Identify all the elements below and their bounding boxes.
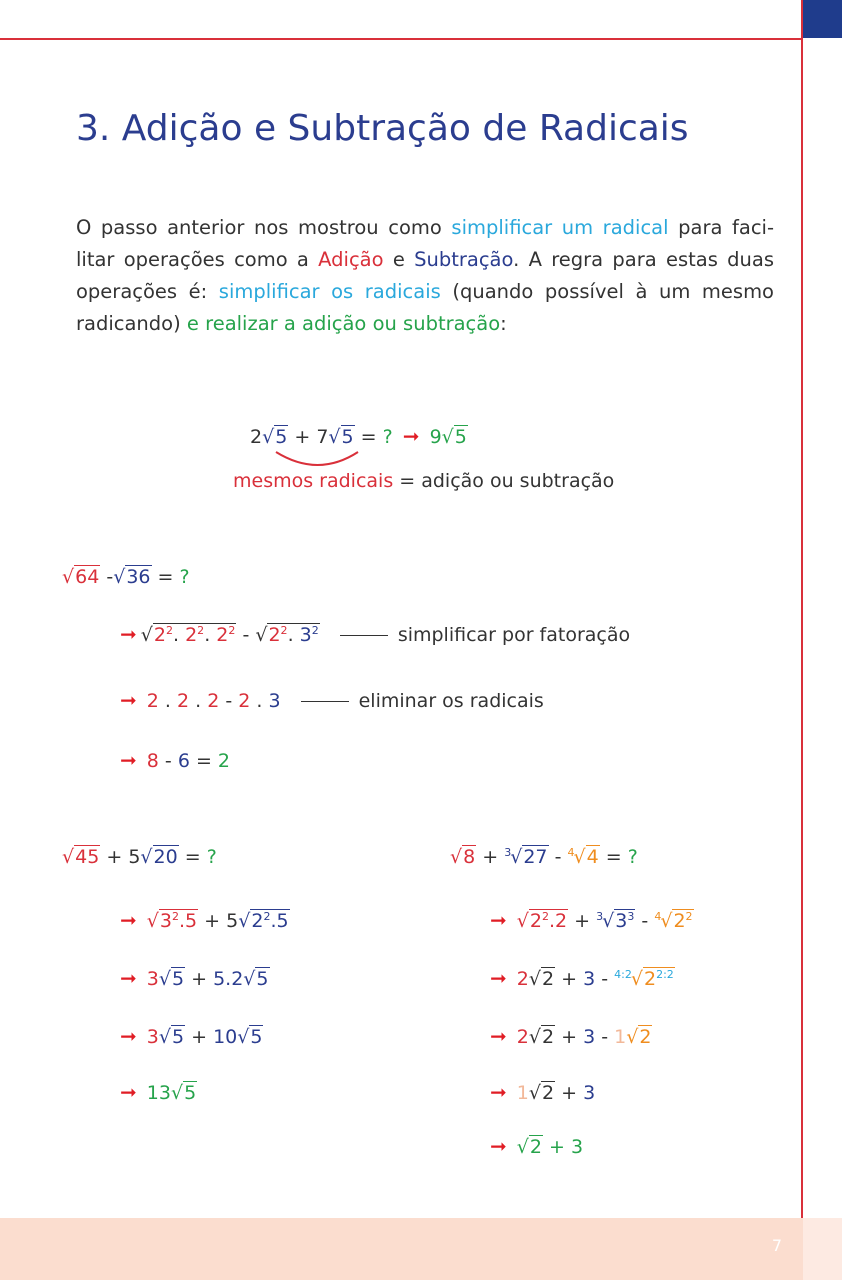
intro-highlight: e realizar a adição ou subtração: [186, 312, 501, 335]
radicand: 5: [171, 1026, 185, 1048]
radical-sign-icon: √: [602, 910, 615, 932]
radicand: 45: [75, 846, 100, 868]
operator: -: [601, 1026, 609, 1048]
example1-equation: [250, 424, 468, 448]
radical-sign-icon: √: [262, 426, 275, 448]
radical-sign-icon: √: [255, 624, 268, 646]
example3-result: [120, 1080, 197, 1104]
coefficient: 1: [614, 1026, 627, 1048]
radicand: 5: [256, 968, 269, 990]
link-arc-icon: [270, 448, 370, 470]
radicand: $3^2.5$: [159, 909, 198, 932]
arrow-right-icon: ➞: [120, 1024, 137, 1048]
operator: -: [106, 566, 114, 588]
arrow-right-icon: ➞: [120, 748, 137, 772]
radicand: 4: [586, 846, 599, 868]
term: 3: [583, 1026, 596, 1048]
operator: +: [294, 426, 311, 448]
radicand: $3^3$: [615, 909, 635, 932]
example1-note: [233, 470, 614, 492]
connector-line: [301, 701, 349, 702]
radicand: 5: [454, 426, 467, 448]
example2-problem: [62, 566, 190, 588]
term: 3: [570, 1136, 584, 1158]
radical-sign-icon: √: [573, 846, 586, 868]
coefficient: 3: [146, 1026, 159, 1048]
coefficient: 5.2: [213, 968, 244, 990]
example2-step1: [120, 622, 630, 646]
radical-sign-icon: √: [62, 566, 75, 588]
operator: -: [225, 690, 233, 712]
operator: =: [360, 426, 377, 448]
page-title: 3. Adição e Subtração de Radicais: [76, 108, 689, 149]
example3-step2: [120, 966, 270, 990]
intro-highlight: Adição: [318, 248, 384, 271]
coefficient: 3: [146, 968, 159, 990]
arrow-right-icon: ➞: [120, 966, 137, 990]
arrow-right-icon: ➞: [490, 966, 507, 990]
radical-sign-icon: √: [441, 426, 454, 448]
margin-rule: [801, 0, 803, 1218]
radicand: $2^{2:2}$: [643, 967, 674, 990]
term: 3: [583, 968, 596, 990]
operator: +: [191, 968, 208, 990]
radicand: 64: [75, 566, 100, 588]
root-index: 3: [504, 846, 512, 860]
operator: +: [561, 968, 578, 990]
question-mark: ?: [179, 566, 190, 588]
coefficient: 5: [128, 846, 141, 868]
operator: +: [204, 910, 221, 932]
arrow-right-icon: ➞: [490, 908, 507, 932]
radical-sign-icon: √: [510, 846, 523, 868]
radical-sign-icon: √: [626, 1026, 639, 1048]
operator: -: [164, 750, 172, 772]
arrow-right-icon: ➞: [402, 424, 420, 448]
radicand: $2^2$. $3^2$: [268, 623, 319, 646]
arrow-right-icon: ➞: [490, 1024, 507, 1048]
root-index: 4:2: [614, 968, 632, 982]
coefficient: 5: [226, 910, 239, 932]
header-rule: [0, 38, 803, 40]
radical-sign-icon: √: [170, 1082, 184, 1104]
radical-sign-icon: √: [243, 968, 256, 990]
corner-block: [803, 0, 842, 38]
operator: +: [191, 1026, 208, 1048]
radical-sign-icon: √: [140, 846, 153, 868]
intro-text: :: [500, 312, 507, 335]
operator: =: [157, 566, 174, 588]
operator: =: [195, 750, 212, 772]
note-text: = adição ou subtração: [393, 470, 615, 492]
operator: =: [184, 846, 201, 868]
coefficient: 10: [213, 1026, 238, 1048]
example4-result: [490, 1134, 583, 1158]
operator: +: [482, 846, 499, 868]
arrow-right-icon: ➞: [120, 688, 137, 712]
operator: +: [561, 1026, 578, 1048]
radical-sign-icon: √: [140, 624, 153, 646]
page-number: 7: [771, 1236, 783, 1255]
root-index: 3: [596, 910, 604, 924]
arrow-right-icon: ➞: [120, 622, 137, 646]
radical-sign-icon: √: [238, 910, 251, 932]
radicand: 36: [126, 566, 151, 588]
coefficient: 13: [146, 1082, 171, 1104]
radical-sign-icon: √: [62, 846, 75, 868]
operator: +: [106, 846, 123, 868]
operator: -: [554, 846, 562, 868]
example4-step1: [490, 908, 694, 932]
example3-step3: [120, 1024, 263, 1048]
arrow-right-icon: ➞: [490, 1134, 507, 1158]
operator: -: [242, 624, 250, 646]
radical-sign-icon: √: [158, 1026, 171, 1048]
radicand: 5: [275, 426, 288, 448]
coefficient: 2: [516, 968, 529, 990]
radical-sign-icon: √: [630, 968, 643, 990]
example4-step3: [490, 1024, 652, 1048]
operator: +: [549, 1136, 565, 1158]
radicand: 27: [523, 846, 548, 868]
radicand: 8: [463, 846, 476, 868]
example3-problem: [62, 846, 217, 868]
radicand: $2^2$: [673, 909, 693, 932]
radical-sign-icon: √: [528, 968, 541, 990]
operator: -: [601, 968, 609, 990]
radical-sign-icon: √: [516, 910, 529, 932]
intro-text: (quando possível à um mesmo radicando): [76, 280, 774, 335]
radicand: 5: [341, 426, 354, 448]
example2-step3: ➞ 8 - 6 = 2: [120, 748, 231, 772]
intro-highlight: Subtração: [414, 248, 514, 271]
arrow-right-icon: ➞: [490, 1080, 507, 1104]
intro-text: . A regra para estas duas operações é:: [76, 248, 774, 303]
operator: -: [641, 910, 649, 932]
radicand: 20: [153, 846, 178, 868]
radicand: $2^2$. $2^2$. $2^2$: [153, 623, 236, 646]
intro-highlight: simplificar um radical: [451, 216, 669, 239]
footer-band: [0, 1218, 842, 1280]
radical-sign-icon: √: [528, 1082, 541, 1104]
coefficient: 1: [516, 1082, 529, 1104]
radical-sign-icon: √: [237, 1026, 250, 1048]
example4-problem: [450, 846, 638, 868]
intro-text: para faci-litar operações como a: [76, 216, 774, 271]
question-mark: ?: [206, 846, 217, 868]
operator: +: [574, 910, 591, 932]
operator: =: [605, 846, 622, 868]
question-mark: ?: [627, 846, 638, 868]
intro-paragraph: [76, 212, 774, 340]
radicand: 2: [541, 1082, 555, 1104]
radicand: 2: [541, 1026, 555, 1048]
radicand: 5: [250, 1026, 263, 1048]
term: 3: [583, 1082, 596, 1104]
radicand: 2: [541, 968, 555, 990]
radicand: 2: [639, 1026, 652, 1048]
coefficient: 2: [250, 426, 263, 448]
arrow-right-icon: ➞: [120, 908, 137, 932]
radical-sign-icon: √: [328, 426, 341, 448]
radical-sign-icon: √: [113, 566, 126, 588]
radicand: 5: [171, 968, 185, 990]
connector-line: [340, 635, 388, 636]
footer-tab: [803, 1218, 842, 1280]
radicand: $2^2.5$: [251, 909, 289, 932]
radicand: 2: [529, 1136, 542, 1158]
root-index: 4: [654, 910, 662, 924]
radical-sign-icon: √: [450, 846, 463, 868]
question-mark: ?: [382, 426, 393, 448]
example4-step4: [490, 1080, 595, 1104]
coefficient: 9: [429, 426, 442, 448]
step-label: simplificar por fatoração: [397, 624, 631, 646]
radical-sign-icon: √: [516, 1136, 529, 1158]
root-index: 4: [567, 846, 575, 860]
radical-sign-icon: √: [146, 910, 159, 932]
intro-highlight: simplificar os radicais: [218, 280, 441, 303]
example3-step1: [120, 908, 290, 932]
intro-text: e: [383, 248, 415, 271]
radical-sign-icon: √: [528, 1026, 541, 1048]
radicand: $2^2.2$: [529, 909, 568, 932]
radical-sign-icon: √: [660, 910, 673, 932]
coefficient: 2: [516, 1026, 529, 1048]
example2-step2: ➞ 2 . 2 . 2 - 2 . 3 eliminar os radicais: [120, 688, 544, 712]
coefficient: 7: [316, 426, 329, 448]
arrow-right-icon: ➞: [120, 1080, 137, 1104]
step-label: eliminar os radicais: [358, 690, 544, 712]
example4-step2: [490, 966, 675, 990]
radical-sign-icon: √: [158, 968, 171, 990]
operator: +: [561, 1082, 578, 1104]
intro-text: O passo anterior nos mostrou como: [76, 216, 452, 239]
note-highlight: mesmos radicais: [233, 470, 394, 492]
radicand: 5: [184, 1082, 197, 1104]
